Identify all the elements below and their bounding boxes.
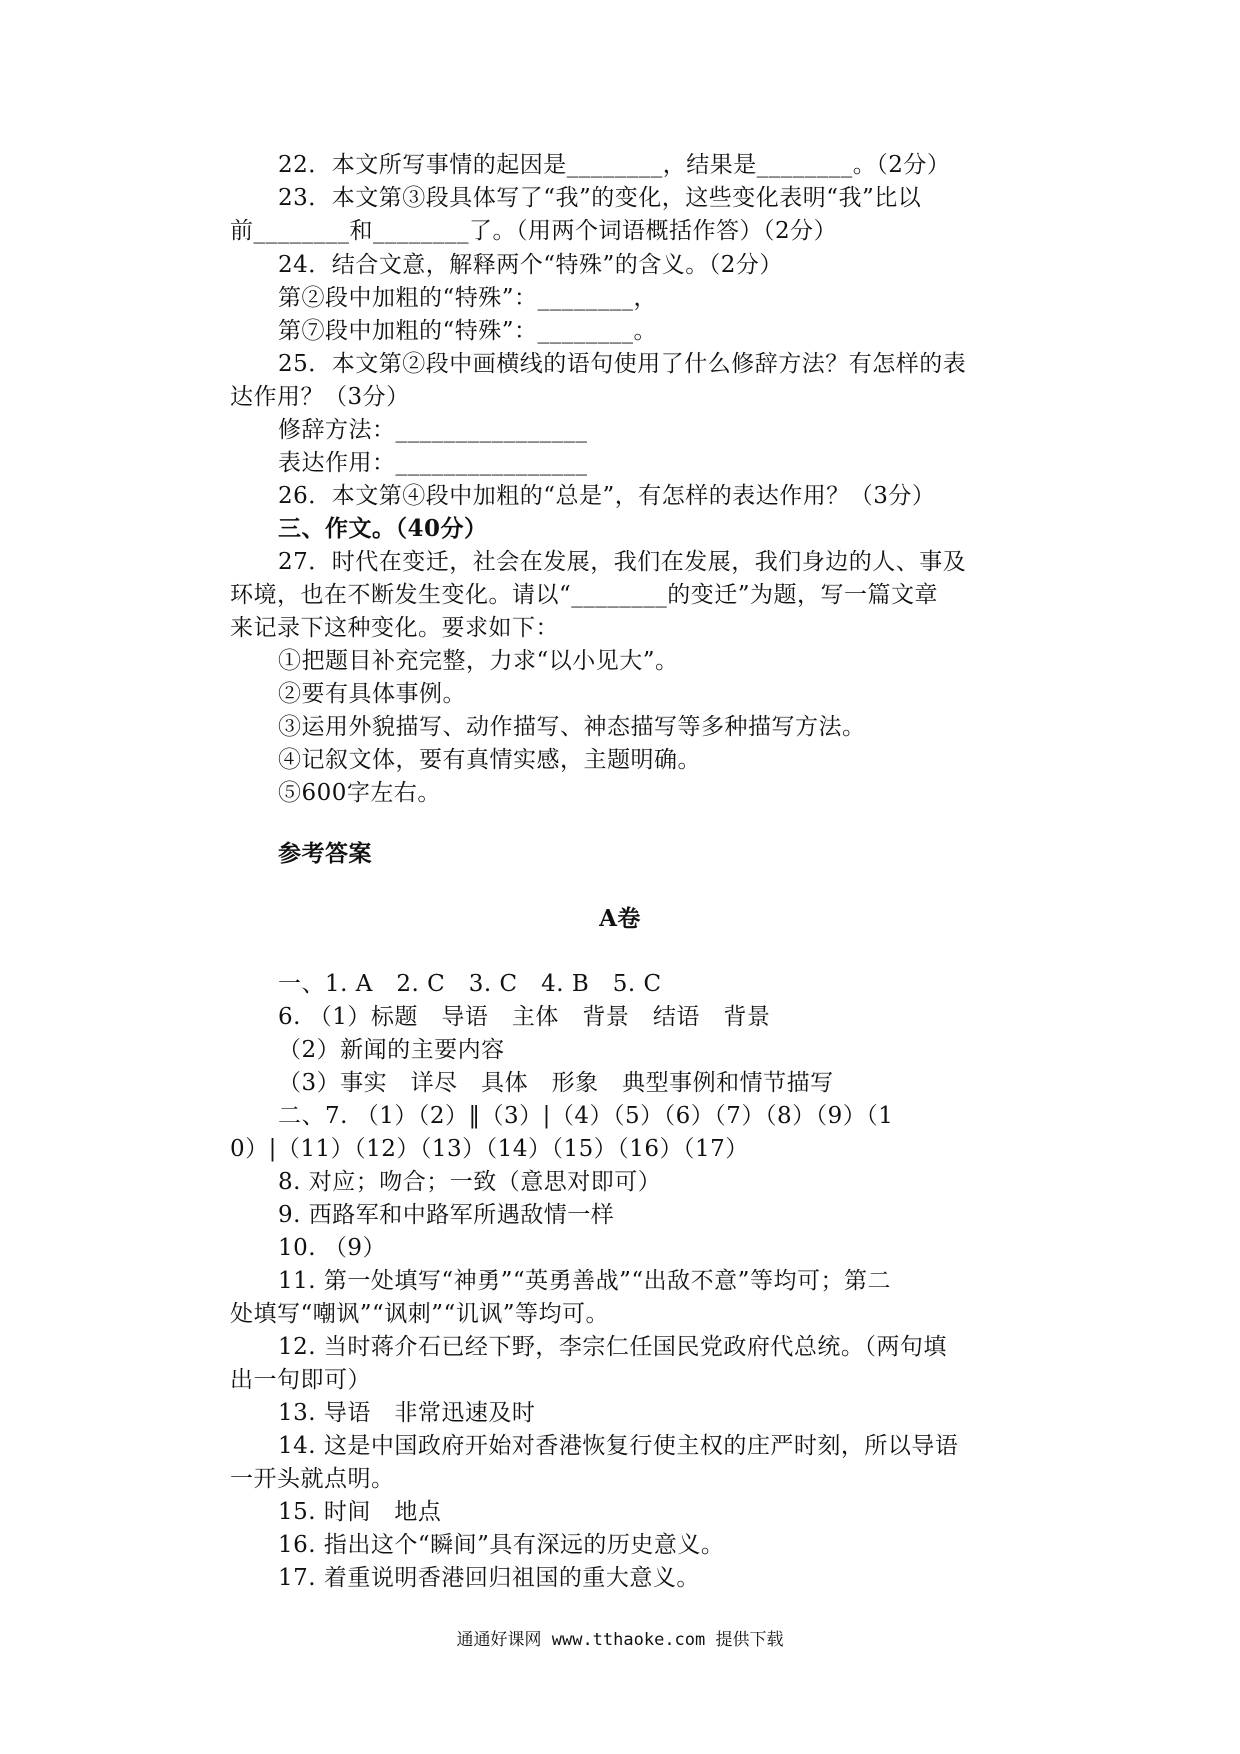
question-23-line2: 前________和________了。（用两个词语概括作答）（2分） <box>230 218 838 244</box>
question-27-line2: 环境，也在不断发生变化。请以“________的变迁”为题，写一篇文章 <box>230 582 939 608</box>
page-footer: 通通好课网 www.tthaoke.com 提供下载 <box>456 1630 784 1650</box>
answer-12-line1: 12. 当时蒋介石已经下野，李宗仁任国民党政府代总统。（两句填 <box>278 1334 947 1360</box>
answer-12-line2: 出一句即可） <box>230 1367 371 1393</box>
answer-6: 6. （1）标题 导语 主体 背景 结语 背景 <box>278 1004 771 1030</box>
requirement-3: ③运用外貌描写、动作描写、神态描写等多种描写方法。 <box>278 714 866 740</box>
question-22: 22．本文所写事情的起因是________，结果是________。（2分） <box>278 152 951 178</box>
question-25-item2: 表达作用：________________ <box>278 450 588 476</box>
requirement-4: ④记叙文体，要有真情实感，主题明确。 <box>278 747 701 773</box>
answer-10: 10. （9） <box>278 1235 387 1261</box>
answer-11-line2: 处填写“嘲讽”“讽刺”“讥讽”等均可。 <box>230 1301 610 1327</box>
composition-heading: 三、作文。（40分） <box>278 515 488 542</box>
answer-14-line2: 一开头就点明。 <box>230 1466 395 1492</box>
answers-heading: 参考答案 <box>278 840 372 867</box>
answer-6-part2: （2）新闻的主要内容 <box>278 1037 505 1063</box>
answer-8: 8. 对应；吻合；一致（意思对即可） <box>278 1169 662 1195</box>
answer-9: 9. 西路军和中路军所遇敌情一样 <box>278 1202 615 1228</box>
requirement-1: ①把题目补充完整，力求“以小见大”。 <box>278 648 679 674</box>
question-24: 24．结合文意，解释两个“特殊”的含义。（2分） <box>278 252 783 278</box>
answer-17: 17. 着重说明香港回归祖国的重大意义。 <box>278 1565 700 1591</box>
answer-7-line1: 二、7. （1）（2）‖（3）|（4）（5）（6）（7）（8）（9）（1 <box>278 1103 894 1129</box>
question-25-line1: 25．本文第②段中画横线的语句使用了什么修辞方法？有怎样的表 <box>278 351 967 377</box>
answer-6-part3: （3）事实 详尽 具体 形象 典型事例和情节描写 <box>278 1070 834 1096</box>
answer-15: 15. 时间 地点 <box>278 1499 442 1525</box>
answer-11-line1: 11. 第一处填写“神勇”“英勇善战”“出敌不意”等均可；第二 <box>278 1268 891 1294</box>
volume-title: A卷 <box>599 905 641 932</box>
question-23-line1: 23．本文第③段具体写了“我”的变化，这些变化表明“我”比以 <box>278 185 922 211</box>
question-25-item1: 修辞方法：________________ <box>278 417 588 443</box>
answer-7-line2: 0）|（11）（12）（13）（14）（15）（16）（17） <box>230 1136 749 1162</box>
requirement-5: ⑤600字左右。 <box>278 780 441 806</box>
requirement-2: ②要有具体事例。 <box>278 681 466 707</box>
answer-13: 13. 导语 非常迅速及时 <box>278 1400 536 1426</box>
question-25-line2: 达作用？（3分） <box>230 384 410 410</box>
question-27-line1: 27．时代在变迁，社会在发展，我们在发展，我们身边的人、事及 <box>278 549 967 575</box>
question-27-line3: 来记录下这种变化。要求如下： <box>230 615 559 641</box>
question-24-item2: 第⑦段中加粗的“特殊”：________。 <box>278 318 658 344</box>
question-24-item1: 第②段中加粗的“特殊”：________， <box>278 285 658 311</box>
answer-14-line1: 14. 这是中国政府开始对香港恢复行使主权的庄严时刻，所以导语 <box>278 1433 959 1459</box>
answer-1-5: 一、1. A 2. C 3. C 4. B 5. C <box>278 971 662 997</box>
answer-16: 16. 指出这个“瞬间”具有深远的历史意义。 <box>278 1532 725 1558</box>
question-26: 26．本文第④段中加粗的“总是”，有怎样的表达作用？（3分） <box>278 483 936 509</box>
